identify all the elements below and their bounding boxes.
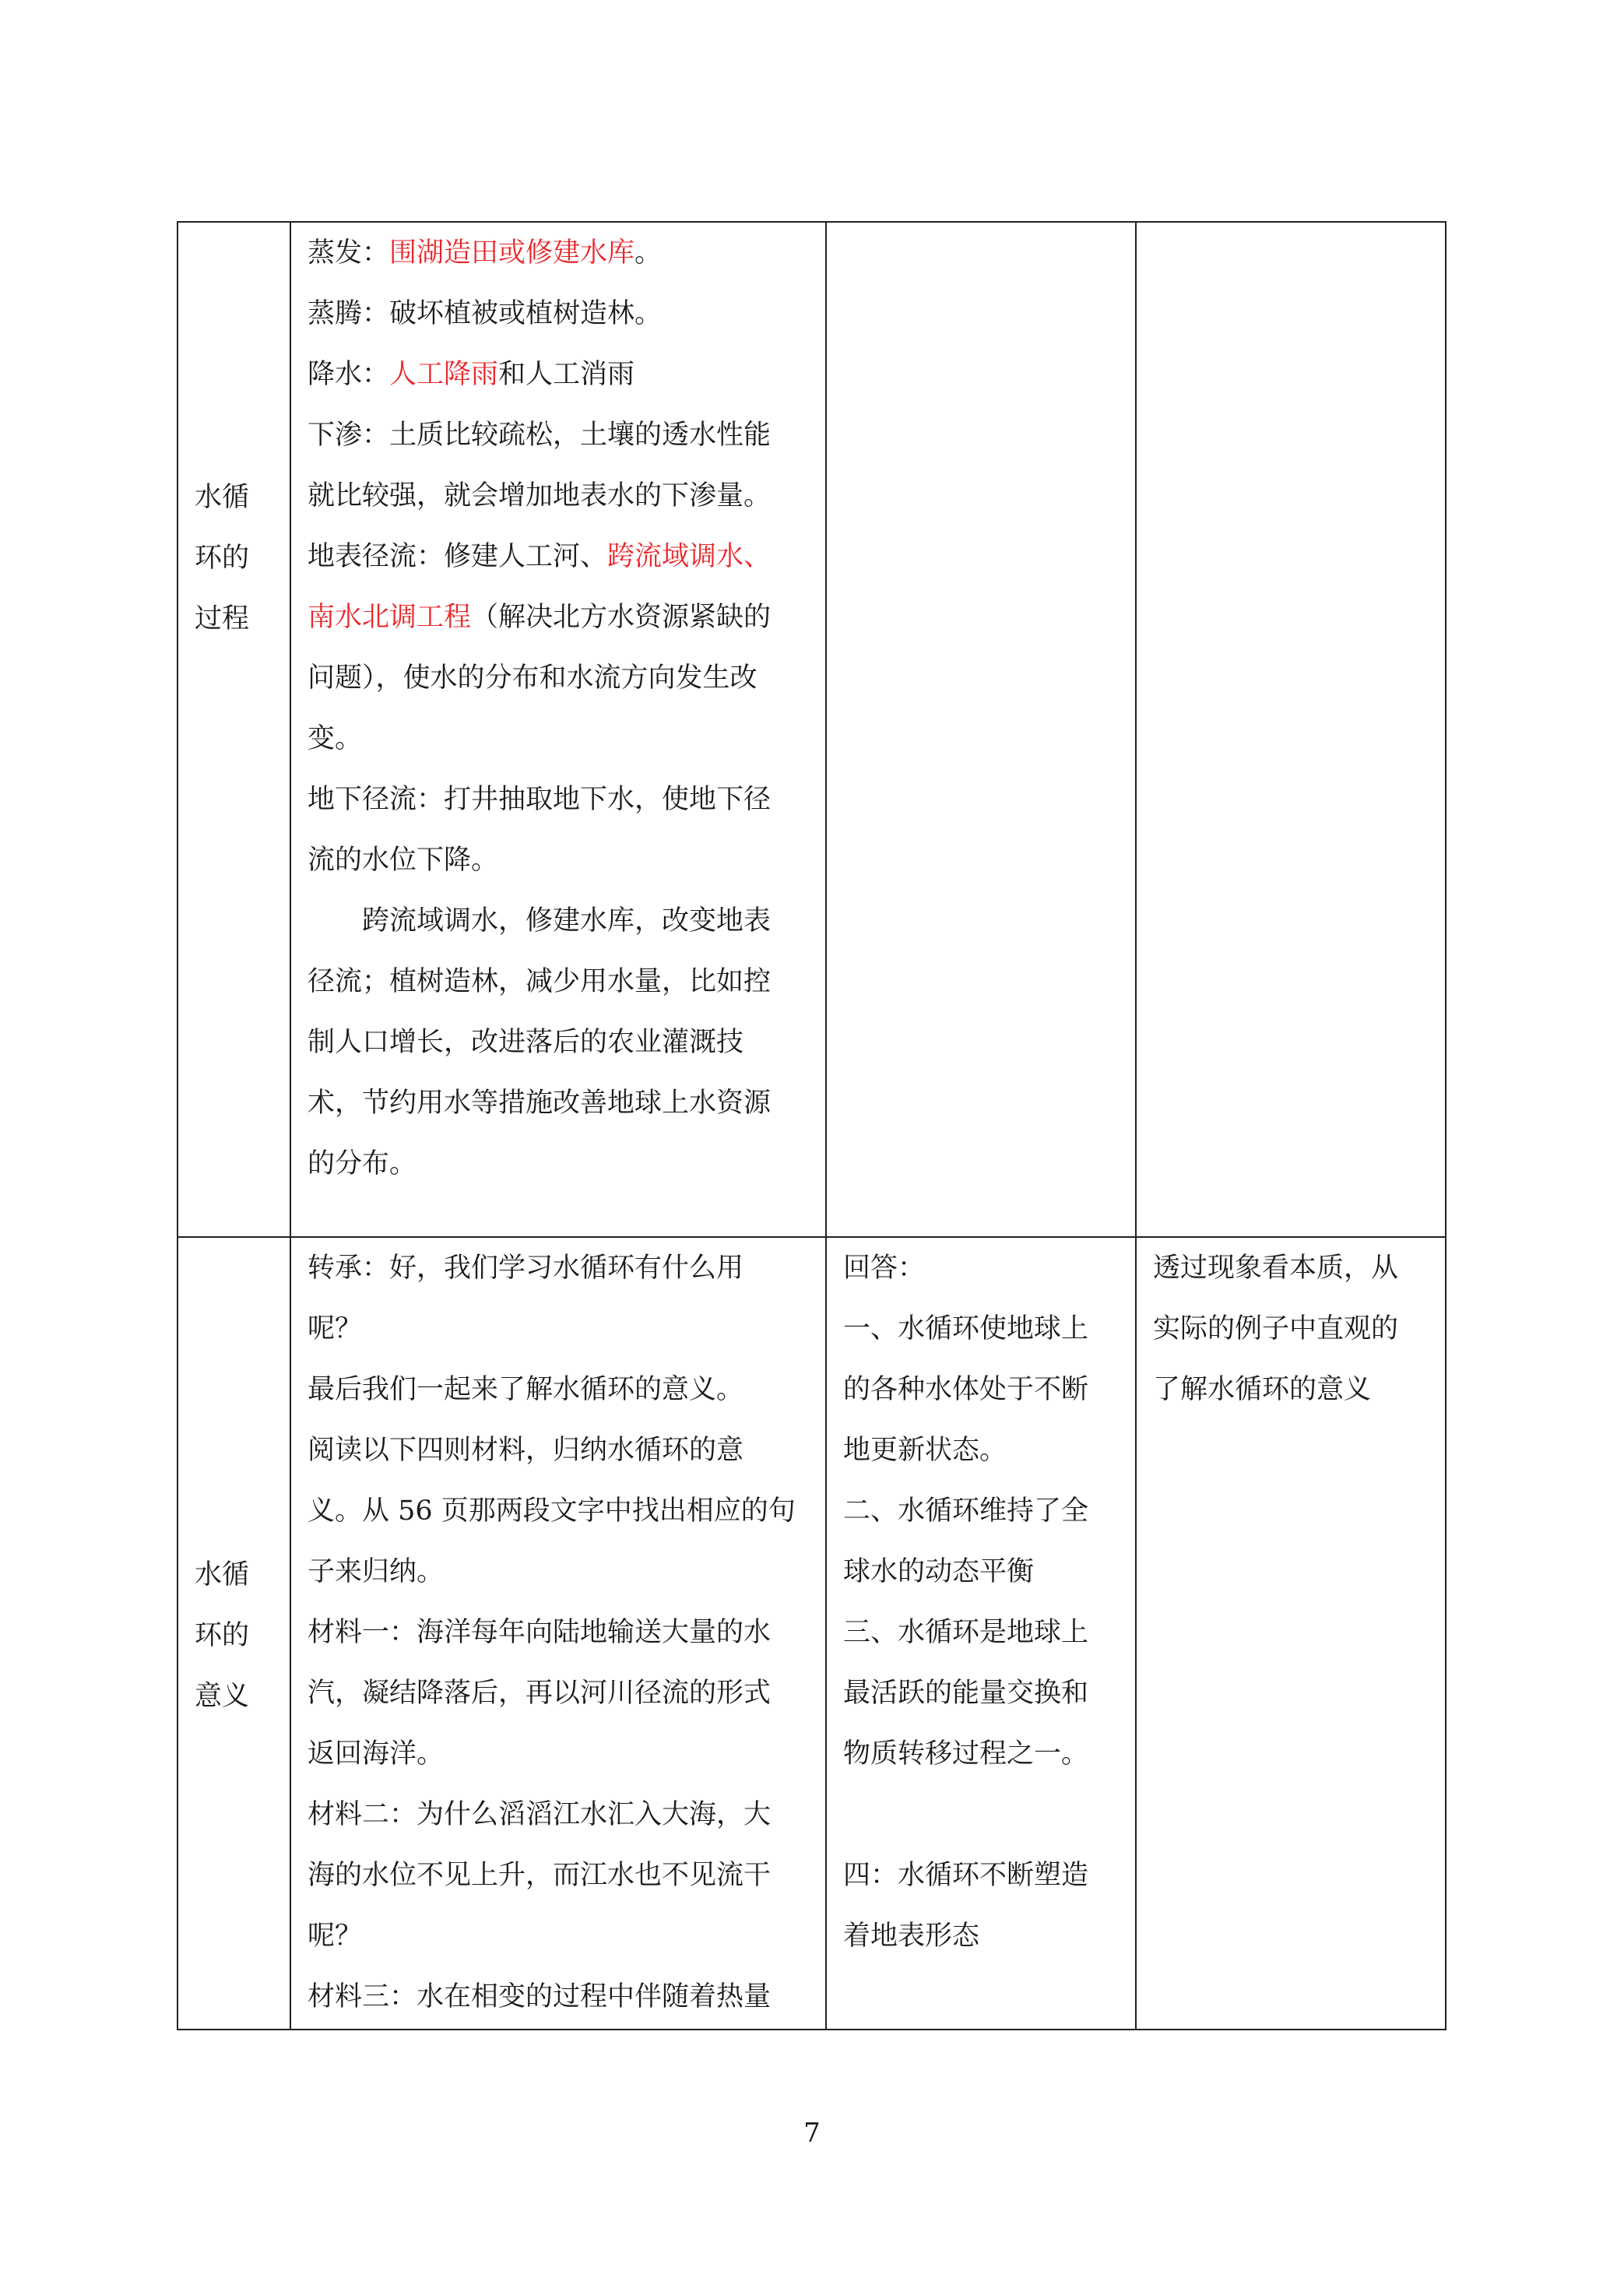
text-span: 降水： — [308, 359, 390, 390]
student-line: 着地表形态 — [843, 1921, 980, 1952]
text-line — [308, 1845, 796, 1906]
text-line — [308, 405, 771, 466]
text-span: 材料三：水在相变的过程中伴随着热量 — [308, 1981, 772, 2012]
text-span: 术，节约用水等措施改善地球上水资源 — [308, 1088, 772, 1119]
text-span: 呢？ — [308, 1313, 363, 1344]
intent-line: 实际的例子中直观的 — [1153, 1313, 1399, 1344]
text-span: 就比较强，就会增加地表水的下渗量。 — [308, 480, 772, 511]
highlight-text: 跨流域调水、 — [607, 541, 772, 572]
highlight-text: 围湖造田或修建水库 — [389, 237, 635, 269]
intent-line: 了解水循环的意义 — [1153, 1374, 1372, 1405]
text-span: 汽，凝结降落后，再以河川径流的形式 — [308, 1678, 772, 1709]
highlight-text: 南水北调工程 — [308, 602, 472, 633]
text-line — [308, 1073, 771, 1133]
text-span: 蒸发： — [308, 237, 390, 269]
label-line: 过程 — [195, 603, 250, 634]
table-border — [1445, 221, 1446, 2030]
text-line — [308, 526, 771, 587]
text-line — [308, 648, 771, 708]
row-label-process — [195, 467, 249, 649]
student-line: 的各种水体处于不断 — [843, 1374, 1089, 1405]
student-line: 一、水循环使地球上 — [843, 1313, 1089, 1344]
text-span: 海的水位不见上升，而江水也不见流干 — [308, 1860, 772, 1891]
label-line: 意义 — [195, 1681, 250, 1712]
student-line: 最活跃的能量交换和 — [843, 1678, 1089, 1709]
text-span: 跨流域调水，修建水库，改变地表 — [308, 905, 772, 937]
text-line — [308, 951, 771, 1012]
text-line — [308, 1420, 796, 1481]
student-activity — [843, 1238, 1088, 1966]
text-span: 地下径流：打井抽取地下水，使地下径 — [308, 784, 772, 815]
text-span: 。 — [634, 237, 663, 269]
text-span: 变。 — [308, 723, 363, 754]
text-line — [308, 1238, 796, 1299]
label-line: 水循 — [195, 1559, 250, 1590]
highlight-text: 人工降雨 — [389, 359, 499, 390]
text-line — [308, 283, 771, 344]
table-border — [177, 221, 178, 2030]
text-line — [308, 344, 771, 405]
text-line — [308, 1481, 796, 1541]
table-border — [825, 221, 827, 2030]
table-border — [177, 2029, 1446, 2030]
student-line: 球水的动态平衡 — [843, 1556, 1035, 1587]
text-span: 径流；植树造林，减少用水量，比如控 — [308, 966, 772, 997]
text-span: 制人口增长，改进落后的农业灌溉技 — [308, 1027, 744, 1058]
student-line: 回答： — [843, 1253, 926, 1284]
text-span: 子来归纳。 — [308, 1556, 445, 1587]
label-line: 环的 — [195, 1620, 250, 1651]
page-number: 7 — [803, 2118, 821, 2149]
text-line — [308, 1966, 796, 2027]
text-line — [308, 708, 771, 769]
intent-line: 透过现象看本质，从 — [1153, 1253, 1399, 1284]
text-line — [308, 1133, 771, 1194]
student-line: 四：水循环不断塑造 — [843, 1860, 1089, 1891]
student-line: 二、水循环维持了全 — [843, 1495, 1089, 1527]
label-line: 环的 — [195, 543, 250, 574]
text-line — [308, 1541, 796, 1602]
text-span: 最后我们一起来了解水循环的意义。 — [308, 1374, 744, 1405]
table-border — [1135, 221, 1137, 2030]
text-span: 流的水位下降。 — [308, 845, 499, 876]
design-intent — [1153, 1238, 1398, 1420]
student-line: 地更新状态。 — [843, 1435, 1007, 1466]
process-content — [308, 223, 771, 1194]
text-line — [308, 830, 771, 891]
student-line: 物质转移过程之一。 — [843, 1738, 1089, 1770]
text-line — [308, 1012, 771, 1073]
table-border — [290, 221, 291, 2030]
text-span: 蒸腾：破坏植被或植树造林。 — [308, 298, 663, 329]
text-span: 和人工消雨 — [498, 359, 635, 390]
text-line — [308, 891, 771, 951]
student-line — [843, 1784, 1088, 1845]
text-span: 地表径流：修建人工河、 — [308, 541, 608, 572]
text-line — [308, 1663, 796, 1724]
text-span: 转承：好，我们学习水循环有什么用 — [308, 1253, 744, 1284]
student-line: 三、水循环是地球上 — [843, 1617, 1089, 1648]
text-span: 的分布。 — [308, 1148, 417, 1179]
text-line — [308, 466, 771, 526]
text-line — [308, 1906, 796, 1966]
text-span: 材料二：为什么滔滔江水汇入大海，大 — [308, 1799, 772, 1830]
text-line — [308, 1784, 796, 1845]
text-line — [308, 1724, 796, 1784]
text-line — [308, 1299, 796, 1359]
text-span: 问题），使水的分布和水流方向发生改 — [308, 662, 758, 694]
text-line — [308, 1602, 796, 1663]
text-span: 下渗：土质比较疏松，土壤的透水性能 — [308, 420, 772, 451]
label-line: 水循 — [195, 482, 250, 513]
significance-content — [308, 1238, 796, 2027]
text-line — [308, 1359, 796, 1420]
text-span: 材料一：海洋每年向陆地输送大量的水 — [308, 1617, 772, 1648]
text-span: 返回海洋。 — [308, 1738, 445, 1770]
text-span: 义。从 56 页那两段文字中找出相应的句 — [308, 1495, 796, 1527]
text-span: 呢？ — [308, 1921, 363, 1952]
text-span: 阅读以下四则材料，归纳水循环的意 — [308, 1435, 744, 1466]
text-line — [308, 769, 771, 830]
row-label-significance — [195, 1545, 249, 1727]
text-span: （解决北方水资源紧缺的 — [471, 602, 772, 633]
text-line — [308, 587, 771, 648]
text-line — [308, 223, 771, 283]
